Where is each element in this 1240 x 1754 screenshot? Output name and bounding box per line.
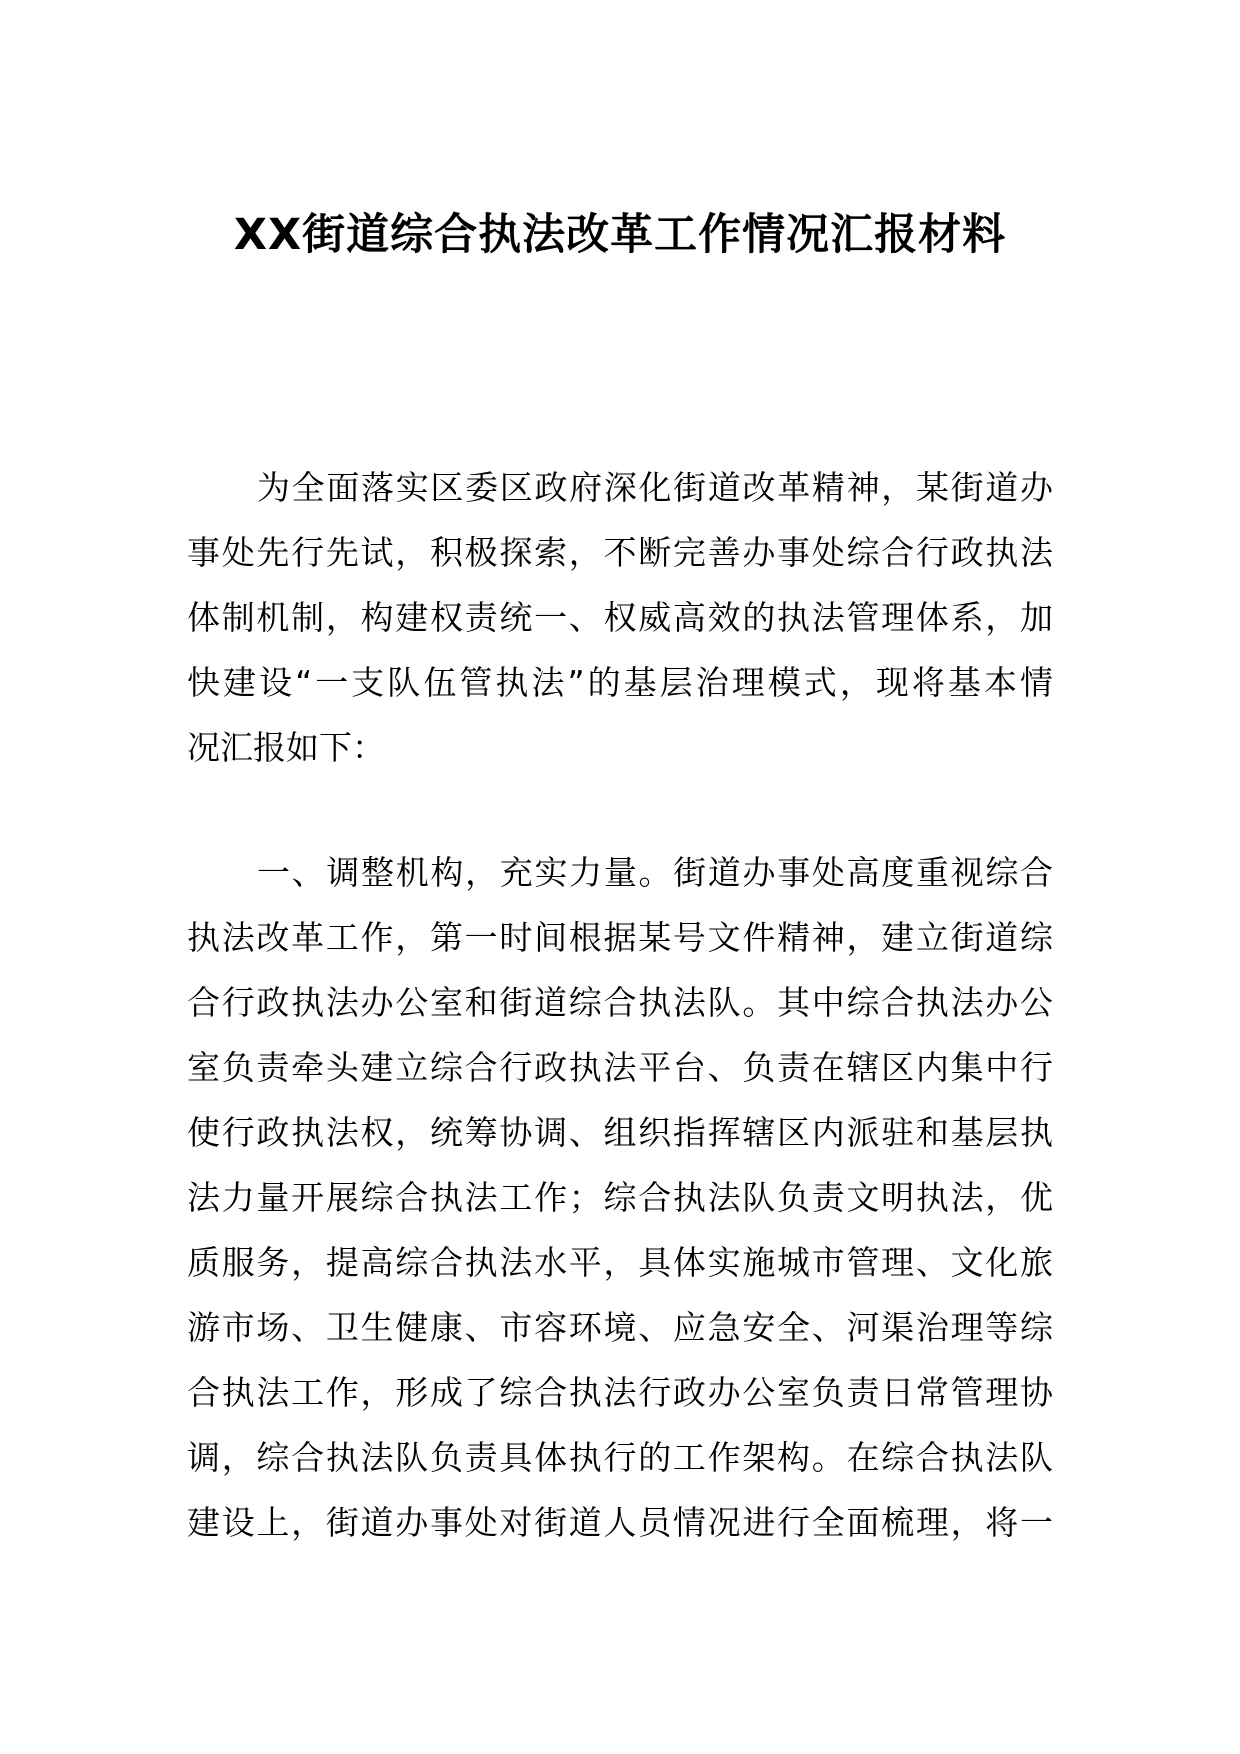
paragraph-line: 事处先行先试，积极探索，不断完善办事处综合行政执法	[187, 533, 1053, 572]
paragraph-line: 法力量开展综合执法工作；综合执法队负责文明执法，优	[187, 1178, 1053, 1217]
paragraph-line: 况汇报如下：	[187, 728, 385, 767]
paragraph-line: 合行政执法办公室和街道综合执法队。其中综合执法办公	[187, 983, 1053, 1022]
paragraph-section-1	[187, 840, 1053, 1555]
paragraph-line: 为全面落实区委区政府深化街道改革精神，某街道办	[257, 468, 1053, 507]
paragraph-intro	[187, 455, 1053, 780]
document-title: XX街道综合执法改革工作情况汇报材料	[233, 210, 1007, 260]
paragraph-line: 合执法工作，形成了综合执法行政办公室负责日常管理协	[187, 1373, 1053, 1412]
paragraph-line: 调，综合执法队负责具体执行的工作架构。在综合执法队	[187, 1438, 1053, 1477]
paragraph-line: 快建设“一支队伍管执法”的基层治理模式，现将基本情	[187, 663, 1053, 702]
paragraph-line: 室负责牵头建立综合行政执法平台、负责在辖区内集中行	[187, 1048, 1053, 1087]
paragraph-line: 游市场、卫生健康、市容环境、应急安全、河渠治理等综	[187, 1308, 1053, 1347]
paragraph-line: 体制机制，构建权责统一、权威高效的执法管理体系，加	[187, 598, 1053, 637]
paragraph-line: 执法改革工作，第一时间根据某号文件精神，建立街道综	[187, 918, 1053, 957]
paragraph-line: 使行政执法权，统筹协调、组织指挥辖区内派驻和基层执	[187, 1113, 1053, 1152]
paragraph-line: 质服务，提高综合执法水平，具体实施城市管理、文化旅	[187, 1243, 1053, 1282]
paragraph-line: 一、调整机构，充实力量。街道办事处高度重视综合	[257, 853, 1053, 892]
paragraph-line: 建设上，街道办事处对街道人员情况进行全面梳理，将一	[187, 1503, 1053, 1542]
